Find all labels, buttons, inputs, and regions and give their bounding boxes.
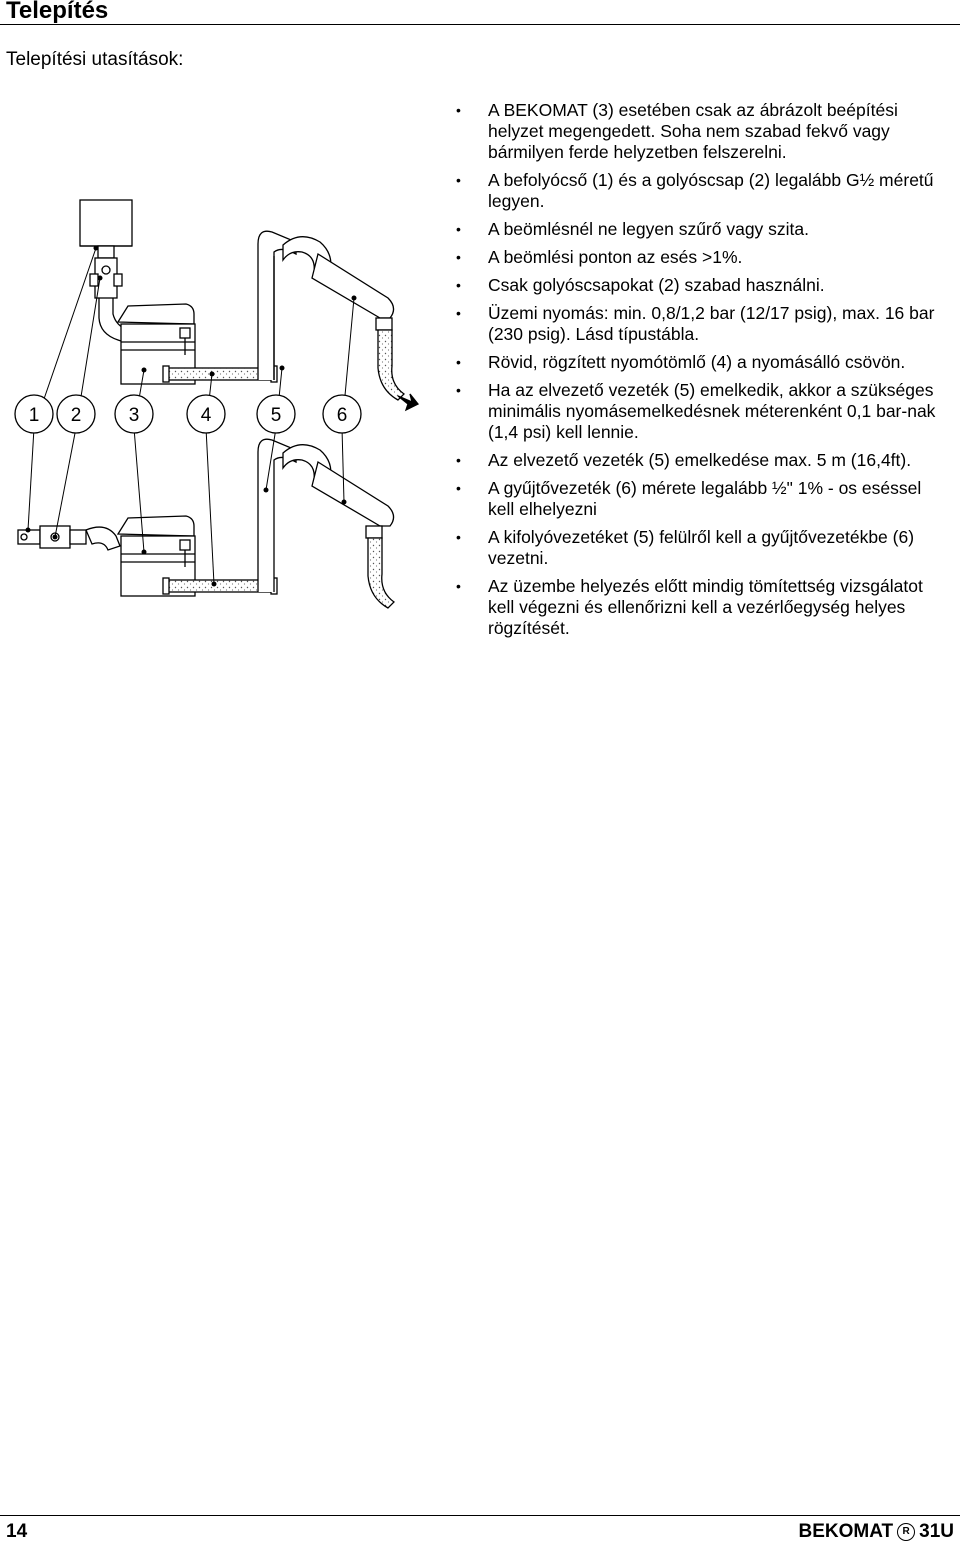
footer-divider <box>0 1515 960 1516</box>
instruction-text: A kifolyóvezetéket (5) felülről kell a gyűjtővezetékbe (6) vezetni. <box>488 527 915 568</box>
instruction-text: A gyűjtővezeték (6) mérete legalább ½" 1% - os eséssel kell elhelyezni <box>488 478 922 519</box>
page-number: 14 <box>6 1521 28 1542</box>
instruction-text: A beömlési ponton az esés >1%. <box>488 247 743 267</box>
instruction-text: A befolyócső (1) és a golyóscsap (2) legalább G½ méretű legyen. <box>488 170 934 211</box>
bullet-icon: • <box>456 382 461 398</box>
list-item <box>452 576 952 639</box>
instruction-text: Az üzembe helyezés előtt mindig tömítettség vizsgálatot kell végezni és ellenőrizni kell a vezérlőegység helyes rögzítését. <box>488 576 923 638</box>
list-item <box>452 170 952 212</box>
callout-1 <box>15 395 53 433</box>
svg-text:5: 5 <box>270 405 282 426</box>
instruction-text: A BEKOMAT (3) esetében csak az ábrázolt beépítési helyzet megengedett. Soha nem szabad fekvő vagy bármilyen ferde helyzetben felszerelni. <box>488 100 898 162</box>
footer-product <box>799 1521 955 1543</box>
instruction-list <box>452 100 952 646</box>
bullet-icon: • <box>456 172 461 188</box>
bullet-icon: • <box>456 277 461 293</box>
callout-2 <box>57 395 95 433</box>
list-item <box>452 275 952 296</box>
list-item <box>452 303 952 345</box>
bullet-icon: • <box>456 354 461 370</box>
list-item <box>452 450 952 471</box>
callout-6 <box>323 395 361 433</box>
bullet-icon: • <box>456 249 461 265</box>
list-item <box>452 380 952 443</box>
list-item <box>452 478 952 520</box>
callout-5 <box>257 395 295 433</box>
instruction-text: Ha az elvezető vezeték (5) emelkedik, akkor a szükséges minimális nyomásemelkedésnek méterenként 0,1 bar-nak (1,4 psi) kell lennie. <box>488 380 936 442</box>
svg-text:6: 6 <box>336 405 348 426</box>
instruction-text: A beömlésnél ne legyen szűrő vagy szita. <box>488 219 810 239</box>
callout-3 <box>115 395 153 433</box>
page-title: Telepítés <box>6 0 109 24</box>
bullet-icon: • <box>456 578 461 594</box>
list-item <box>452 527 952 569</box>
lower-installation <box>18 439 394 608</box>
bullet-icon: • <box>456 452 461 468</box>
list-item <box>452 247 952 268</box>
svg-text:3: 3 <box>128 405 140 426</box>
title-divider <box>0 24 960 25</box>
installation-diagram <box>0 190 440 620</box>
bullet-icon: • <box>456 221 461 237</box>
instruction-text: Csak golyóscsapokat (2) szabad használni. <box>488 275 825 295</box>
instruction-text: Üzemi nyomás: min. 0,8/1,2 bar (12/17 psig), max. 16 bar (230 psig). Lásd típustábla. <box>488 303 935 344</box>
list-item <box>452 352 952 373</box>
product-name: BEKOMAT <box>798 1521 894 1542</box>
instruction-text: Rövid, rögzített nyomótömlő (4) a nyomásálló csövön. <box>488 352 906 372</box>
svg-text:1: 1 <box>28 405 40 426</box>
upper-installation <box>80 200 418 410</box>
bullet-icon: • <box>456 529 461 545</box>
registered-trademark-icon: R <box>897 1523 915 1541</box>
bullet-icon: • <box>456 102 461 118</box>
bullet-icon: • <box>456 305 461 321</box>
section-heading: Telepítési utasítások: <box>6 49 184 70</box>
list-item <box>452 219 952 240</box>
bullet-icon: • <box>456 480 461 496</box>
callout-4 <box>187 395 225 433</box>
svg-text:2: 2 <box>70 405 82 426</box>
svg-text:4: 4 <box>200 405 212 426</box>
product-model: 31U <box>919 1521 954 1542</box>
instruction-text: Az elvezető vezeték (5) emelkedése max. 5 m (16,4ft). <box>488 450 912 470</box>
list-item <box>452 100 952 163</box>
